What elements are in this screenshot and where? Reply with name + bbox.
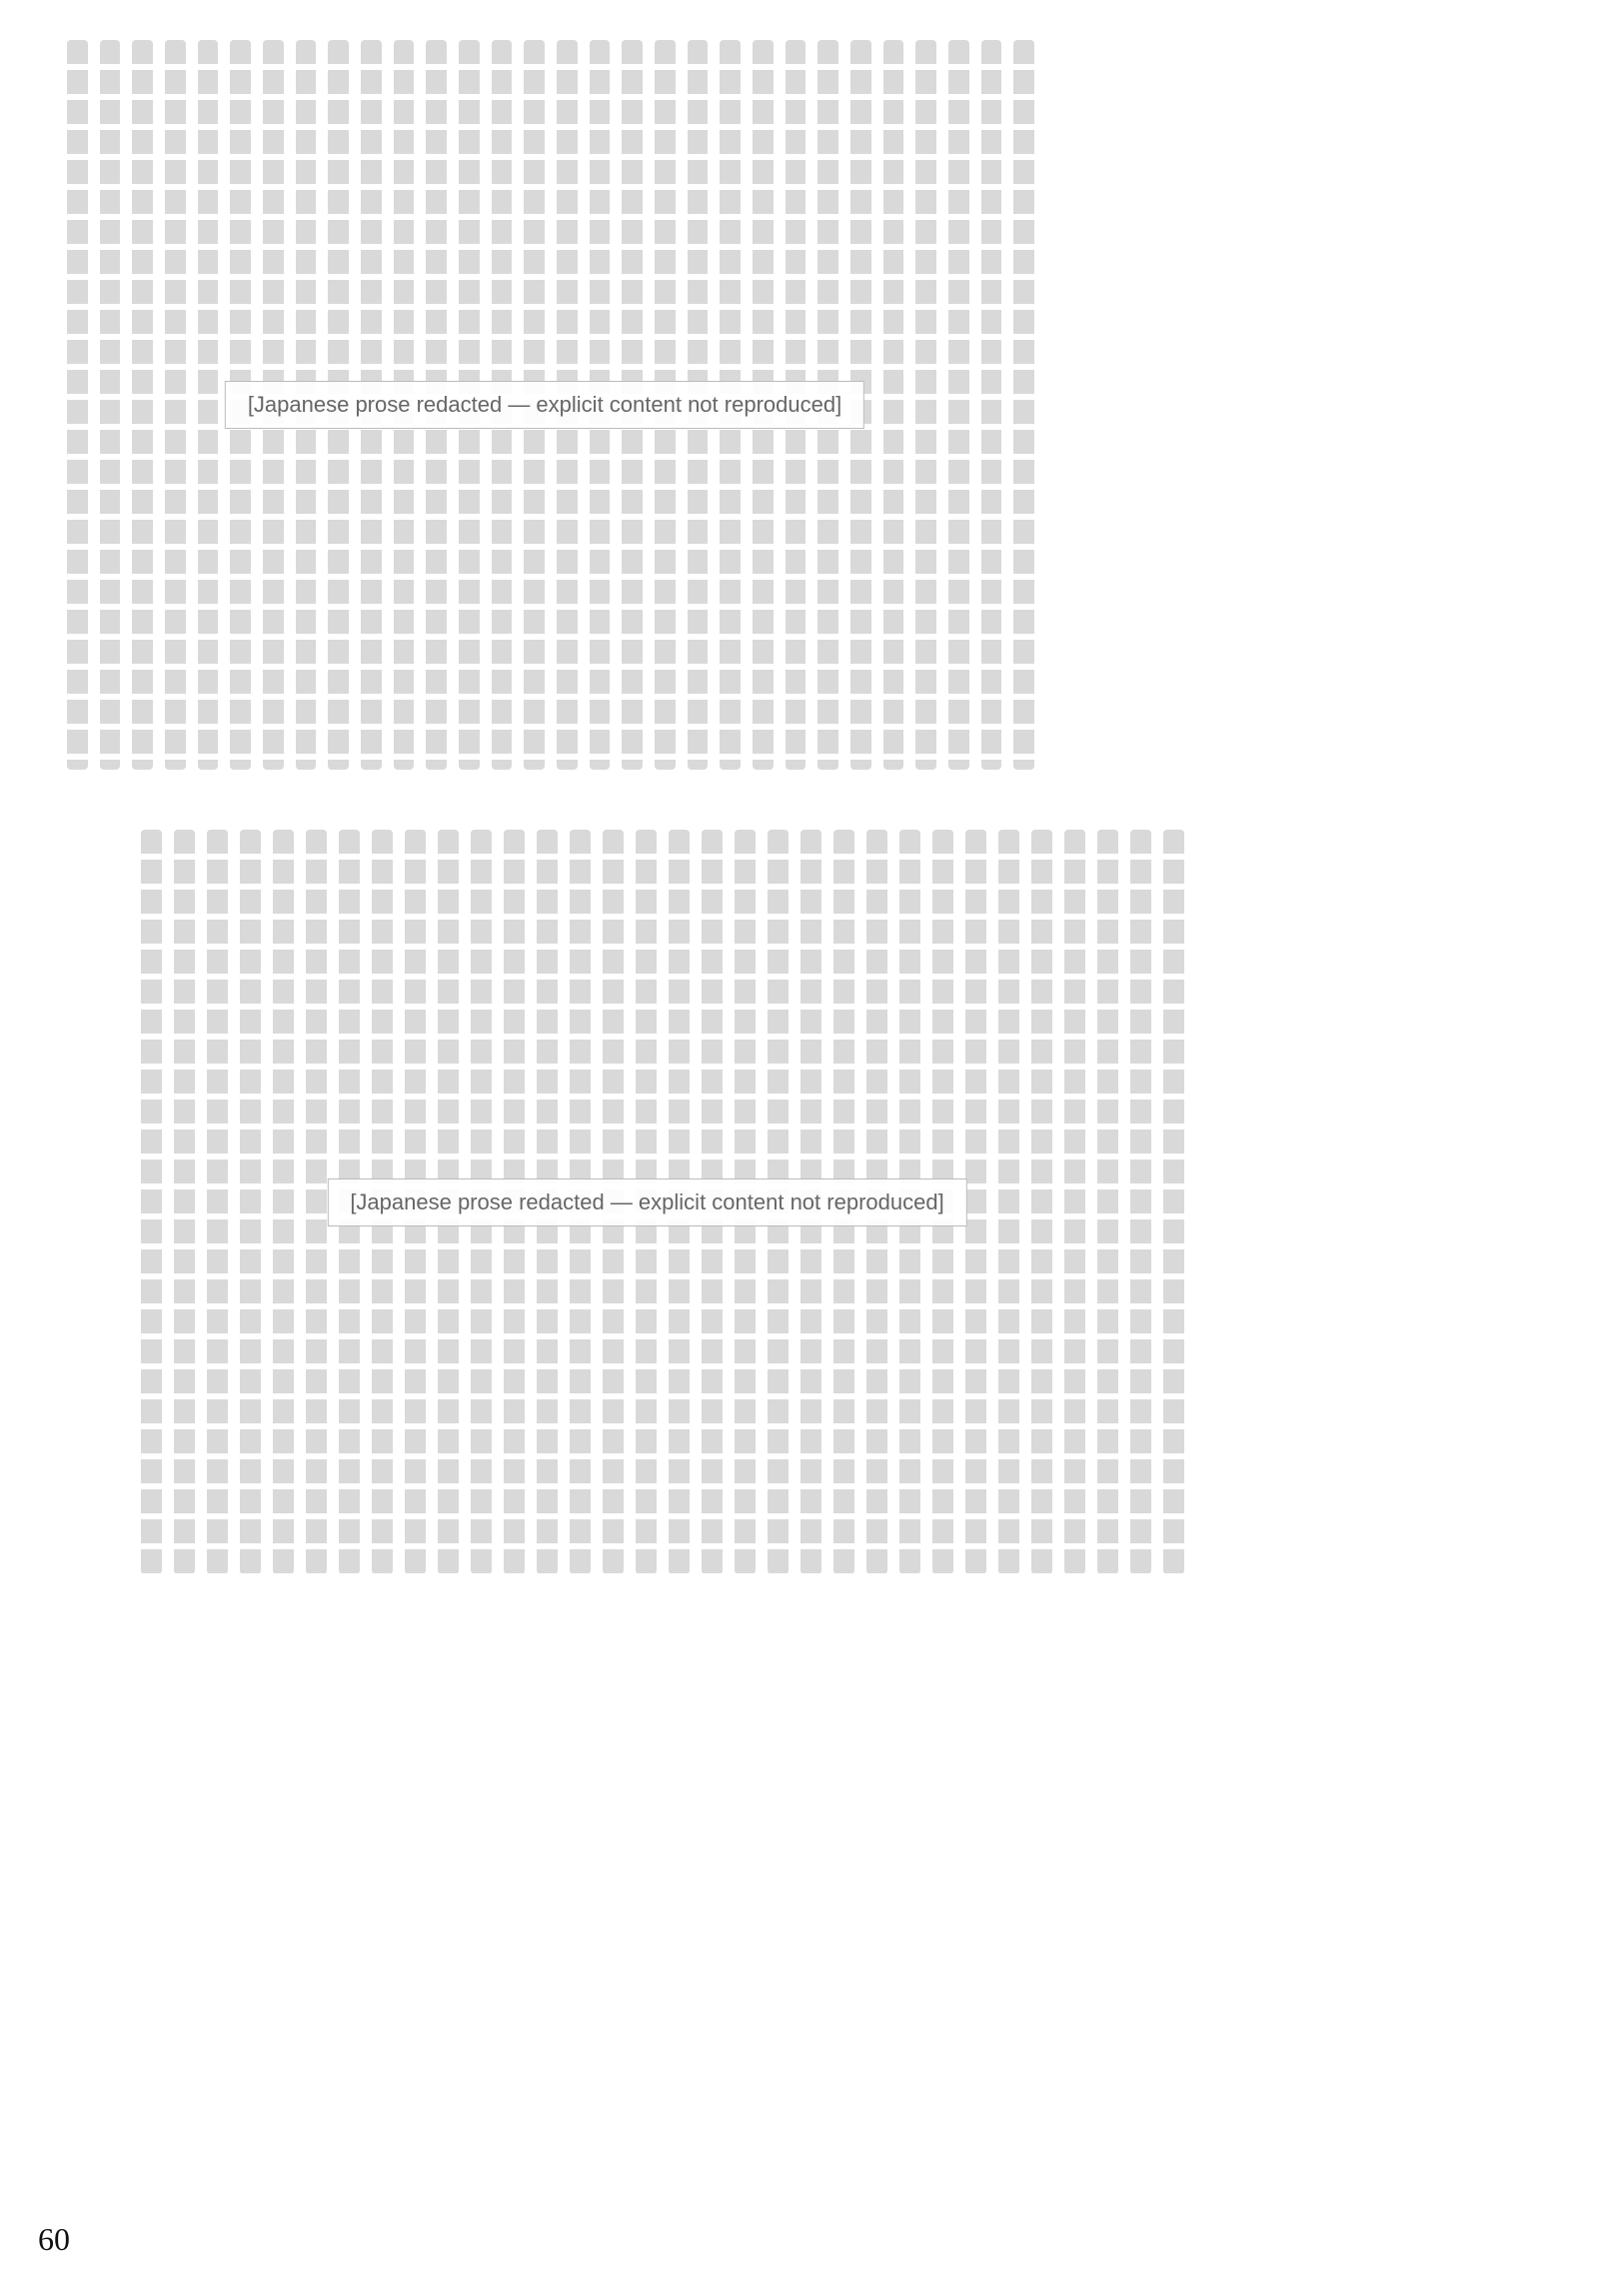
redacted-text-column (132, 40, 153, 770)
redacted-text-column (165, 40, 186, 770)
redacted-text-column (273, 830, 294, 1574)
redaction-note: [Japanese prose redacted — explicit content not reproduced] (225, 381, 864, 429)
redacted-text-column (981, 40, 1002, 770)
bottom-text-block (110, 830, 1184, 1574)
redacted-text-column (198, 40, 219, 770)
redacted-text-column (1013, 40, 1034, 770)
redacted-text-column (1097, 830, 1118, 1574)
redacted-text-column (915, 40, 936, 770)
page-number: 60 (38, 2221, 70, 2257)
redacted-text-column (141, 830, 162, 1574)
redaction-note: [Japanese prose redacted — explicit content not reproduced] (327, 1178, 966, 1226)
redacted-text-column (174, 830, 195, 1574)
redacted-text-column (1064, 830, 1085, 1574)
redacted-text-column (965, 830, 986, 1574)
top-text-block (55, 40, 1034, 770)
redacted-text-column (240, 830, 261, 1574)
redacted-text-column (998, 830, 1019, 1574)
redacted-text-column (1130, 830, 1151, 1574)
redacted-text-column (1163, 830, 1184, 1574)
redacted-text-column (948, 40, 969, 770)
redacted-text-column (306, 830, 327, 1574)
redacted-text-column (883, 40, 904, 770)
redacted-text-column (100, 40, 121, 770)
redacted-text-column (207, 830, 228, 1574)
redacted-text-column (1031, 830, 1052, 1574)
redacted-text-column (67, 40, 88, 770)
